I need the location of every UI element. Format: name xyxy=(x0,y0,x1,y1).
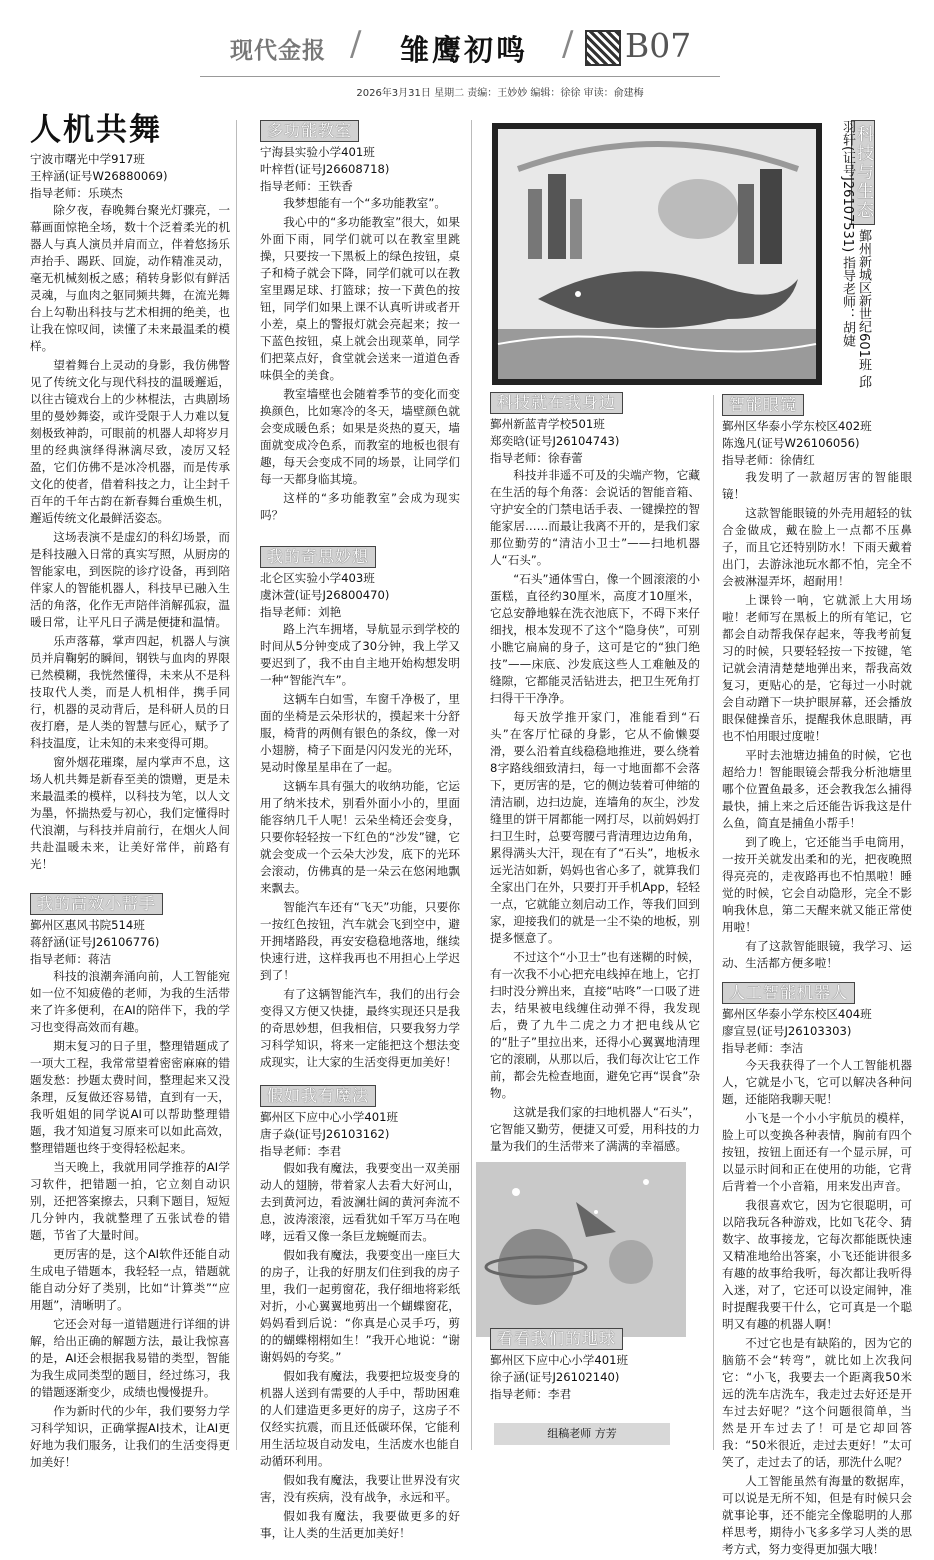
paragraph: 不过这个“小卫士”也有迷糊的时候，有一次我不小心把充电线掉在地上，它打扫时没分辨出来，直接“咕咚”一口吸了进去，结果被电线缠住动弹不得，我发现后，费了九牛二虎之力才把电线从它的“肚子”里拉出来，还得小心翼翼地清理它的滚刷，从那以后，我们每次让它工作前，都会先检查地面，避免它再“误食”杂物。 xyxy=(490,950,700,1100)
article-body xyxy=(30,202,230,873)
teacher: 指导老师：乐瑛杰 xyxy=(30,186,123,200)
byline xyxy=(490,1352,700,1403)
section-title: 智能眼镜 xyxy=(722,394,804,416)
article-body xyxy=(260,621,460,1071)
article-body xyxy=(490,467,700,1155)
byline xyxy=(722,418,912,469)
paragraph: 假如我有魔法，我要变出一双美丽动人的翅膀，带着家人去看大好河山，去到黄河边，看波澜壮阔的黄河奔流不息，波涛滚滚，远看犹如千军万马在咆哮，远看又像一条巨龙蜿蜒而去。 xyxy=(260,1161,460,1243)
student: 徐子涵(证号J26102140) xyxy=(490,1370,620,1384)
painting-caption xyxy=(840,120,871,390)
paragraph: 作为新时代的少年，我们要努力学习科学知识，正确掌握AI技术，让AI更好地为我们服务，让我们的生活变得更加美好！ xyxy=(30,1404,230,1469)
paragraph: 当天晚上，我就用同学推荐的AI学习软件，把错题一拍，它立刻自动识别，还把答案擦去，只剩下题目，短短几分钟内，我就整理了五张试卷的错题，节省了大量时间。 xyxy=(30,1160,230,1242)
paragraph: 这样的“多功能教室”会成为现实吗？ xyxy=(260,491,460,522)
school: 鄞州区华泰小学东校区402班 xyxy=(722,419,872,433)
article-title: 人机共舞 xyxy=(30,112,162,148)
paper-name: 现代金报 xyxy=(230,37,326,64)
masthead-divider: / xyxy=(562,24,574,64)
school: 鄞州区惠风书院514班 xyxy=(30,918,145,932)
paragraph: 这辆车白如雪，车窗千净极了，里面的坐椅是云朵形状的，摸起来十分舒服，椅背的两侧有银色的条纹，像一对小翅膀，椅子下面是闪闪发光的光环，晃动时像星星串在了一起。 xyxy=(260,692,460,774)
section-header xyxy=(722,982,912,1006)
school: 鄞州区下应中心小学401班 xyxy=(490,1353,629,1367)
byline xyxy=(30,151,230,202)
teacher: 指导老师：徐春蕾 xyxy=(490,451,583,465)
section-header xyxy=(260,546,460,570)
paragraph: 假如我有魔法，我要变出一座巨大的房子，让我的好朋友们住到我的房子里，我们一起剪窗花，我仔细地将彩纸对折，小心翼翼地剪出一个蝴蝶窗花，妈妈看到后说：“你真是心灵手巧，剪的的蝴蝶栩栩如生！”我开心地说：“谢谢妈妈的夸奖。” xyxy=(260,1248,460,1364)
student: 唐子焱(证号J26103162) xyxy=(260,1127,390,1141)
section-name: 雏鹰初鸣 xyxy=(400,33,529,67)
article-body xyxy=(722,469,912,972)
byline xyxy=(260,570,460,621)
student: 廖宣昱(证号J26103303) xyxy=(722,1024,852,1038)
page-number: B07 xyxy=(625,26,692,65)
paragraph: 窗外烟花璀璨，屋内掌声不息，这场人机共舞是新春至美的馈赠，更是未来最温柔的模样，以科技为笔，以人文为墨，怀揣热爱与初心，我们定懂得时代浪潮，与科技并肩前行，在烟火人间共赴温暖未来，让美好常伴，前路有光！ xyxy=(30,755,230,871)
paragraph: 更厉害的是，这个AI软件还能自动生成电子错题本，我轻轻一点，错题就能自动分好了类别，比如“计算类”“应用题”，清晰明了。 xyxy=(30,1247,230,1312)
student: 虞沐萱(证号J26800470) xyxy=(260,588,390,602)
masthead xyxy=(200,18,720,78)
paragraph: 望着舞台上灵动的身影，我仿佛瞥见了传统文化与现代科技的温暖邂逅，以往古镜戏台上的少林棍法，古典剧场里的曼妙舞姿，或许受限于人力难以复刻极致神韵，可眼前的机器人却将岁月里的经典演绎得淋漓尽致，凌厉又轻盈，它们仿佛不是冰冷机器，而是传承文化的使者，借着科技之力，让尘封千百年的千年古韵在新春舞台重焕生机，邂逅传统文化最鲜活姿态。 xyxy=(30,358,230,525)
section-title: 人工智能机器人 xyxy=(722,982,855,1004)
byline xyxy=(30,917,230,968)
paragraph: 除夕夜，春晚舞台聚光灯骤亮，一幕画面惊艳全场，数十个泛着柔光的机器人与真人演员并肩而立，伴着悠扬乐声抬手、踢跃、回旋，动作精准灵动，毫无机械刻板之感；稍转身影似有鲜活灵魂，与血肉之躯同频共舞，在流光舞台上勾勒出科技与艺术相拥的绝美，也让我在惊叹间，读懂了未来最温柔的模样。 xyxy=(30,203,230,353)
student-painting xyxy=(492,123,822,385)
paragraph: 这款智能眼镜的外壳用超轻的钛合金做成，戴在脸上一点都不压鼻子，而且它还特别防水！下雨天戴着出门，去游泳池玩水都不怕，完全不会被淋湿弄坏，超耐用！ xyxy=(722,506,912,588)
masthead-rule xyxy=(200,76,720,77)
paragraph: 智能汽车还有“飞天”功能，只要你一按红色按钮，汽车就会飞到空中，避开拥堵路段，再安安稳稳地落地，继续快速行进，这样我再也不用担心上学迟到了！ xyxy=(260,900,460,982)
qr-code-icon[interactable] xyxy=(585,30,621,66)
paragraph: 这场表演不是虚幻的科幻场景，而是科技融入日常的真实写照，从厨房的智能家电，到医院的诊疗设备，再到陪伴家人的智能机器人，科技早已融入生活的角落，化作无声陪伴消解孤寂，温暖日常，让平凡日子满是便捷和温情。 xyxy=(30,530,230,629)
paragraph: 我很喜欢它，因为它很聪明，可以陪我玩各种游戏，比如飞花令、猜数字、故事接龙，它每次都能既快速又精准地给出答案，小飞还能讲很多有趣的故事给我听，每次都让我听得入迷，对了，它还可以设定闹钟，准时提醒我要干什么，它可真是一个聪明又有趣的机器人啊！ xyxy=(722,1198,912,1331)
column-3 xyxy=(490,392,700,1157)
section-title: 科技就在我身边 xyxy=(490,392,623,414)
paragraph: 我发明了一款超厉害的智能眼镜！ xyxy=(722,470,912,501)
school: 鄞州新城区新世纪601班 xyxy=(856,229,871,371)
school: 宁海县实验小学401班 xyxy=(260,145,375,159)
masthead-divider: / xyxy=(350,24,362,64)
column-1 xyxy=(30,112,230,1473)
paragraph: 科技并非遥不可及的尖端产物，它藏在生活的每个角落：会说话的智能音箱、守护安全的门禁电话手表、一键操控的智能家居……而最让我离不开的，是我们家那位勤劳的“清洁小卫士”——扫地机器人“石头”。 xyxy=(490,468,700,567)
paragraph: 不过它也是有缺陷的，因为它的脑筋不会“转弯”，就比如上次我问它：“小飞，我要去一个距离我50米远的洗车店洗车，我走过去好还是开车过去好呢？”这个问题很简单，当然是开车过去了！可是它却回答我：“50米很近，走过去更好！”太可笑了，走过去了的话，那洗什么呢？ xyxy=(722,1336,912,1469)
article-body xyxy=(722,1057,912,1558)
school: 宁波市曙光中学917班 xyxy=(30,152,145,166)
paragraph: 有了这辆智能汽车，我们的出行会变得又方便又快捷，最终实现还只是我的奇思妙想，但我相信，只要我努力学习科学知识，将来一定能把这个想法变成现实，让大家的生活变得更加美好！ xyxy=(260,987,460,1069)
teacher: 指导老师：刘艳 xyxy=(260,605,342,619)
paragraph: 它还会对每一道错题进行详细的讲解，给出正确的解题方法，最让我惊喜的是，AI还会根据我易错的类型，智能为我生成同类型的题目，经过练习，我的错题逐渐变少，成绩也慢慢提升。 xyxy=(30,1317,230,1399)
paragraph: 假如我有魔法，我要做更多的好事，让人类的生活更加美好！ xyxy=(260,1509,460,1540)
article-body xyxy=(260,195,460,524)
section-title: 假如我有魔法 xyxy=(260,1085,376,1107)
teacher: 指导老师：王铁香 xyxy=(260,179,353,193)
student: 郑奕晗(证号J26104743) xyxy=(490,434,620,448)
paragraph: 上课铃一响，它就派上大用场啦！老师写在黑板上的所有笔记，它都会自动帮我保存起来，等我考前复习的时候，只要轻轻按一下按键，笔记就会清清楚楚地弹出来，帮我高效复习，更贴心的是，它每过一小时就会自动蹭下一块护眼屏幕，还会播放眼保健操音乐，提醒我休息眼睛，再也不怕用眼过度啦！ xyxy=(722,593,912,743)
byline xyxy=(722,1006,912,1057)
teacher: 指导老师：胡婕 xyxy=(840,256,855,348)
painting-artwork xyxy=(498,129,816,379)
teacher: 指导老师：蒋洁 xyxy=(30,952,112,966)
section-title: 我的奇思妙想 xyxy=(260,546,376,568)
school: 鄞州区下应中心小学401班 xyxy=(260,1110,399,1124)
column-divider xyxy=(236,120,237,1450)
school: 鄞州区华泰小学东校区404班 xyxy=(722,1007,872,1021)
painting-title: 科技与生态 xyxy=(851,120,875,225)
section-title: 多功能教室 xyxy=(260,120,359,142)
student-painting xyxy=(476,1162,686,1337)
paragraph: 小飞是一个小小宇航员的模样，脸上可以变换各种表情，胸前有四个按钮，按钮上面还有一个显示屏，可以显示时间和正在使用的功能，它背后背着一个小音箱，用来发出声音。 xyxy=(722,1111,912,1193)
paragraph: 人工智能虽然有海量的数据库，可以说是无所不知，但是有时候只会就事论事，还不能完全像聪明的人那样思考，期待小飞多多学习人类的思考方式，努力变得更加强大哦！ xyxy=(722,1474,912,1556)
byline xyxy=(490,416,700,467)
dateline: 2026年3月31日 星期二 责编：王妙妙 编辑：徐徐 审读：俞建梅 xyxy=(356,88,644,99)
student: 王梓涵(证号W26880069) xyxy=(30,169,168,183)
paragraph: 科技的浪潮奔涌向前，人工智能宛如一位不知疲倦的老师，为我的生活带来了许多便利，在AI的陪伴下，我的学习也变得高效而有趣。 xyxy=(30,969,230,1034)
paragraph: 这就是我们家的扫地机器人“石头”，它智能又勤劳，便捷又可爱，用科技的力量为我们的生活带来了满满的幸福感。 xyxy=(490,1105,700,1153)
section-title: 我的高效小帮手 xyxy=(30,893,163,915)
paragraph: 到了晚上，它还能当手电筒用，一按开关就发出柔和的光，把夜晚照得亮亮的，走夜路再也不怕黑啦！睡觉的时候，它会自动隐形，完全不影响我休息，第二天醒来就又能正常使用啦！ xyxy=(722,835,912,934)
byline xyxy=(260,144,460,195)
paragraph: 期末复习的日子里，整理错题成了一项大工程，我常常望着密密麻麻的错题发愁：抄题太费时间，整理起来又没条理，反复做还容易错，直到有一天，我听姐姐的同学说AI可以帮助整理错题，我才知道复习原来可以如此高效，整理错题也终于变得轻松起来。 xyxy=(30,1039,230,1155)
section-title: 看看我们的地球 xyxy=(490,1328,623,1350)
teacher: 指导老师：李君 xyxy=(490,1387,572,1401)
teacher: 指导老师：李君 xyxy=(260,1144,342,1158)
school: 北仑区实验小学403班 xyxy=(260,571,375,585)
student: 叶梓哲(证号J26608718) xyxy=(260,162,390,176)
column-2 xyxy=(260,120,460,1544)
article-body xyxy=(260,1160,460,1542)
paragraph: 教室墙壁也会随着季节的变化而变换颜色，比如寒冷的冬天，墙壁颜色就会变成暖色系；如果是炎热的夏天，墙面就变成冷色系，而教室的地板也很有趣，每天会变成不同的场景，让同学们每一天都身临其境。 xyxy=(260,387,460,486)
student: 陈逸凡(证号W26106056) xyxy=(722,436,860,450)
paragraph: 每天放学推开家门，准能看到“石头”在客厅忙碌的身影，它从不偷懒耍滑，要么沿着直线稳稳地推进，要么绕着8字路线细致清扫，每一寸地面都不会落下，更厉害的是，它的侧边装着可伸缩的清洁刷，边扫边旋，连墙角的灰尘，沙发缝里的饼干屑都能一网打尽，以前妈妈打扫卫生时，总要弯腰弓背清理边边角角，累得满头大汗，现在有了“石头”，地板永远光洁如新，妈妈也省心多了，就算我们全家出门在外，只要打开手机App，轻轻一点，它就能立刻启动工作，等我们回到家，迎接我们的就是一尘不染的地板，别提多惬意了。 xyxy=(490,710,700,945)
teacher: 指导老师：李洁 xyxy=(722,1041,804,1055)
section-header xyxy=(30,893,230,917)
paragraph: 有了这款智能眼镜，我学习、运动、生活都方便多啦！ xyxy=(722,939,912,970)
column-divider xyxy=(713,395,714,1450)
student: 蒋舒涵(证号J26106776) xyxy=(30,935,160,949)
painting-artwork xyxy=(476,1162,686,1337)
byline xyxy=(260,1109,460,1160)
paragraph: 我梦想能有一个“多功能教室”。 xyxy=(283,196,446,210)
school: 鄞州新蓝青学校501班 xyxy=(490,417,605,431)
paragraph: 这辆车具有强大的收纳功能，它运用了纳米技术，别看外面小小的，里面能容纳几千人呢！云朵坐椅还会变身，只要你轻轻按一下红色的“沙发”键，它就会变成一个云朵大沙发，底下的光环会滚动，仿佛真的是一朵云在悠闲地飘来飘去。 xyxy=(260,779,460,895)
section-header xyxy=(260,1085,460,1109)
paragraph: 路上汽车拥堵，导航显示到学校的时间从5分钟变成了30分钟，我上学又要迟到了，我不由自主地开始构想发明一种“智能汽车”。 xyxy=(260,622,460,687)
teacher: 指导老师：徐倩红 xyxy=(722,453,815,467)
paragraph: 假如我有魔法，我要让世界没有灾害，没有疾病，没有战争，永远和平。 xyxy=(260,1473,460,1504)
student: 邱羽轩(证号J26107531) xyxy=(840,120,871,389)
paragraph: 平时去池塘边捕鱼的时候，它也超给力！智能眼镜会帮我分析池塘里哪个位置鱼最多，还会教我怎么捕得最快，捕上来之后还能告诉我这是什么鱼，简直是捕鱼小帮手！ xyxy=(722,748,912,830)
editor-note: 组稿老师 方芳 xyxy=(494,1423,670,1445)
paragraph: 假如我有魔法，我要把垃圾变身的机器人送到有需要的人手中，帮助困难的人们建造更多更好的房子，这房子不仅经实抗震，而且还低碳环保，它能利用生活垃圾自动发电，生活废水也能自动循环利用。 xyxy=(260,1369,460,1468)
column-divider xyxy=(471,120,472,1450)
paragraph: 今天我获得了一个人工智能机器人，它就是小飞，它可以解决各种问题，还能陪我聊天呢！ xyxy=(722,1058,912,1106)
paragraph: 我心中的“多功能教室”很大，如果外面下雨，同学们就可以在教室里跳操，只要按一下黑板上的绿色按钮，桌子和椅子就会下降，同学们就可以在教室里踢足球、打篮球；按一下黄色的按钮，同学们如果上课不认真听讲或者开小差，桌上的警报灯就会亮起来；按一下蓝色按钮，桌上就会出现菜单，同学们把菜点好，食堂就会送来一道道色香味俱全的美食。 xyxy=(260,215,460,382)
column-3-bottom xyxy=(490,1328,700,1403)
article-body xyxy=(30,968,230,1471)
paragraph: 乐声落幕，掌声四起，机器人与演员并肩鞠躬的瞬间，钢铁与血肉的界限已然模糊，我恍然懂得，未来从不是科技取代人类，而是人机相伴，携手同行，机器的灵动背后，是科研人员的日夜打磨，是人类的智慧与匠心，赋予了科技温度，让未知的未来变得可期。 xyxy=(30,634,230,750)
paragraph: “石头”通体雪白，像一个圆滚滚的小蛋糕，直径约30厘米，高度才10厘米，它总安静地躲在洗衣池底下，不碍下来仔细找，根本发现不了这个“隐身侠”，可别小瞧它扁扁的身子，这可是它的“独门绝技”——床底、沙发底这些人工难触及的缝隙，它都能灵活钻进去，把卫生死角打扫得干干净净。 xyxy=(490,572,700,705)
column-4 xyxy=(722,394,912,1560)
